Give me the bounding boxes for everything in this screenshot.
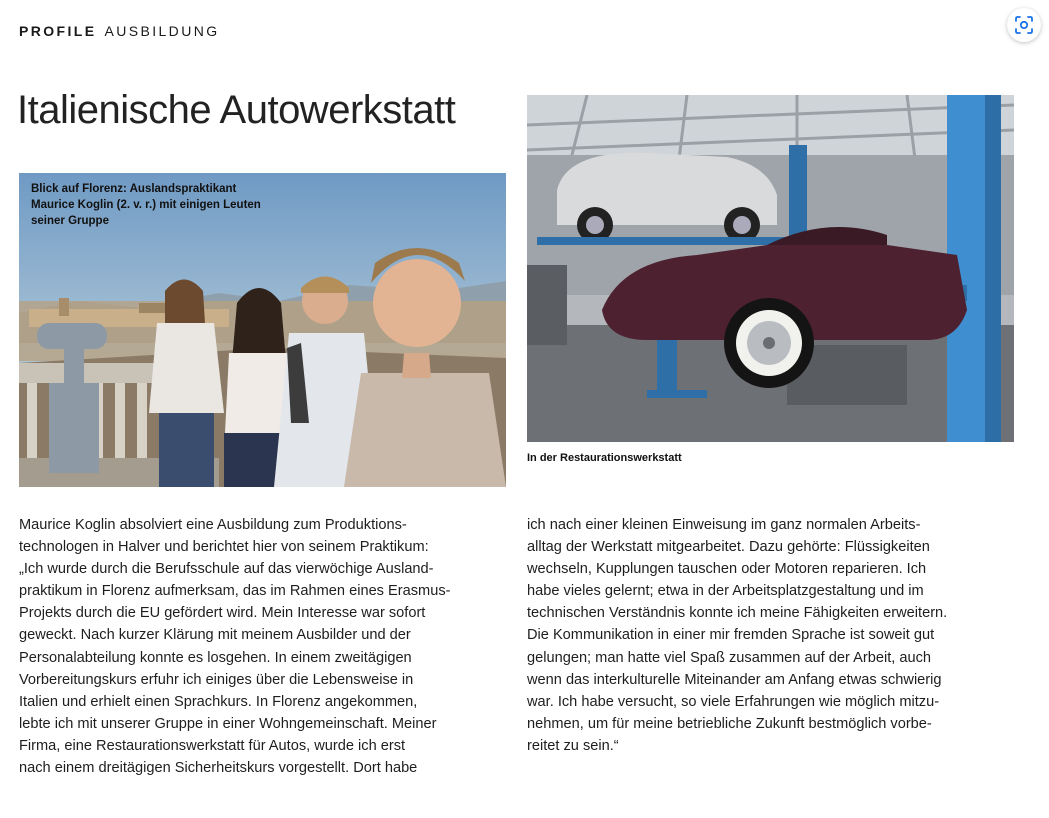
scan-button[interactable]: [1007, 8, 1041, 42]
body-line: Personalabteilung konnte es losgehen. In einem zweitägigen: [19, 649, 412, 666]
article-title: Italienische Autowerkstatt: [17, 88, 456, 132]
photo-left-caption-line: seiner Gruppe: [31, 215, 109, 227]
section-label: PROFILE: [19, 23, 97, 39]
body-line: „Ich wurde durch die Berufsschule auf das vierwöchige Ausland-: [19, 561, 434, 578]
body-line: technologen in Halver und berichtet hier von seinem Praktikum:: [19, 539, 429, 556]
scan-icon: [1014, 15, 1034, 35]
photo-right-caption: In der Restaurationswerkstatt: [527, 452, 682, 464]
photo-left-caption-line: Maurice Koglin (2. v. r.) mit einigen Leuten: [31, 199, 261, 211]
article-body-right: [527, 514, 1015, 757]
body-line: Projekts durch die EU gefördert wird. Mein Interesse war sofort: [19, 605, 426, 622]
body-line: lebte ich mit unserer Gruppe in einer Wohngemeinschaft. Meiner: [19, 715, 437, 732]
body-line: gelungen; man hatte viel Spaß zusammen auf der Arbeit, auch: [527, 649, 931, 666]
body-line: ich nach einer kleinen Einweisung im ganz normalen Arbeits-: [527, 517, 921, 533]
body-line: Maurice Koglin absolviert eine Ausbildung zum Produktions-: [19, 517, 407, 533]
subsection-label: AUSBILDUNG: [104, 23, 220, 39]
section-kicker: [19, 23, 220, 39]
body-line: Italien und erhielt einen Sprachkurs. In Florenz angekommen,: [19, 693, 418, 710]
body-line: Vorbereitungskurs erfuhr ich einiges über die Lebensweise in: [19, 671, 414, 688]
body-line: Die Kommunikation in einer mir fremden Sprache ist soweit gut: [527, 627, 935, 644]
florence-group-photo: [19, 173, 506, 487]
body-line: reitet zu sein.“: [527, 737, 619, 754]
body-line: war. Ich habe versucht, so viele Erfahrungen wie möglich mitzu-: [527, 693, 940, 710]
body-line: habe vieles gelernt; etwa in der Arbeitsplatzgestaltung und im: [527, 583, 924, 600]
body-line: Firma, eine Restaurationswerkstatt für Autos, wurde ich erst: [19, 737, 406, 754]
body-line: wechseln, Kupplungen tauschen oder Motoren reparieren. Ich: [527, 561, 927, 578]
workshop-photo: [527, 95, 1014, 442]
body-line: wenn das interkulturelle Miteinander am Anfang etwas schwierig: [527, 671, 942, 688]
body-line: praktikum in Florenz aufmerksam, das im Rahmen eines Erasmus-: [19, 583, 451, 600]
photo-left-caption: [31, 181, 331, 229]
body-line: nach einem dreitägigen Sicherheitskurs vorgestellt. Dort habe: [19, 760, 418, 777]
photo-left-caption-line: Blick auf Florenz: Auslandspraktikant: [31, 183, 237, 195]
article-body-left: [19, 514, 507, 779]
body-line: geweckt. Nach kurzer Klärung mit meinem Ausbilder und der: [19, 627, 411, 644]
body-line: nehmen, um für meine betriebliche Zukunft bestmöglich vorbe-: [527, 715, 932, 732]
body-line: technischen Verständnis konnte ich meine Fähigkeiten erweitern.: [527, 605, 948, 622]
body-line: alltag der Werkstatt mitgearbeitet. Dazu gehörte: Flüssigkeiten: [527, 539, 930, 556]
